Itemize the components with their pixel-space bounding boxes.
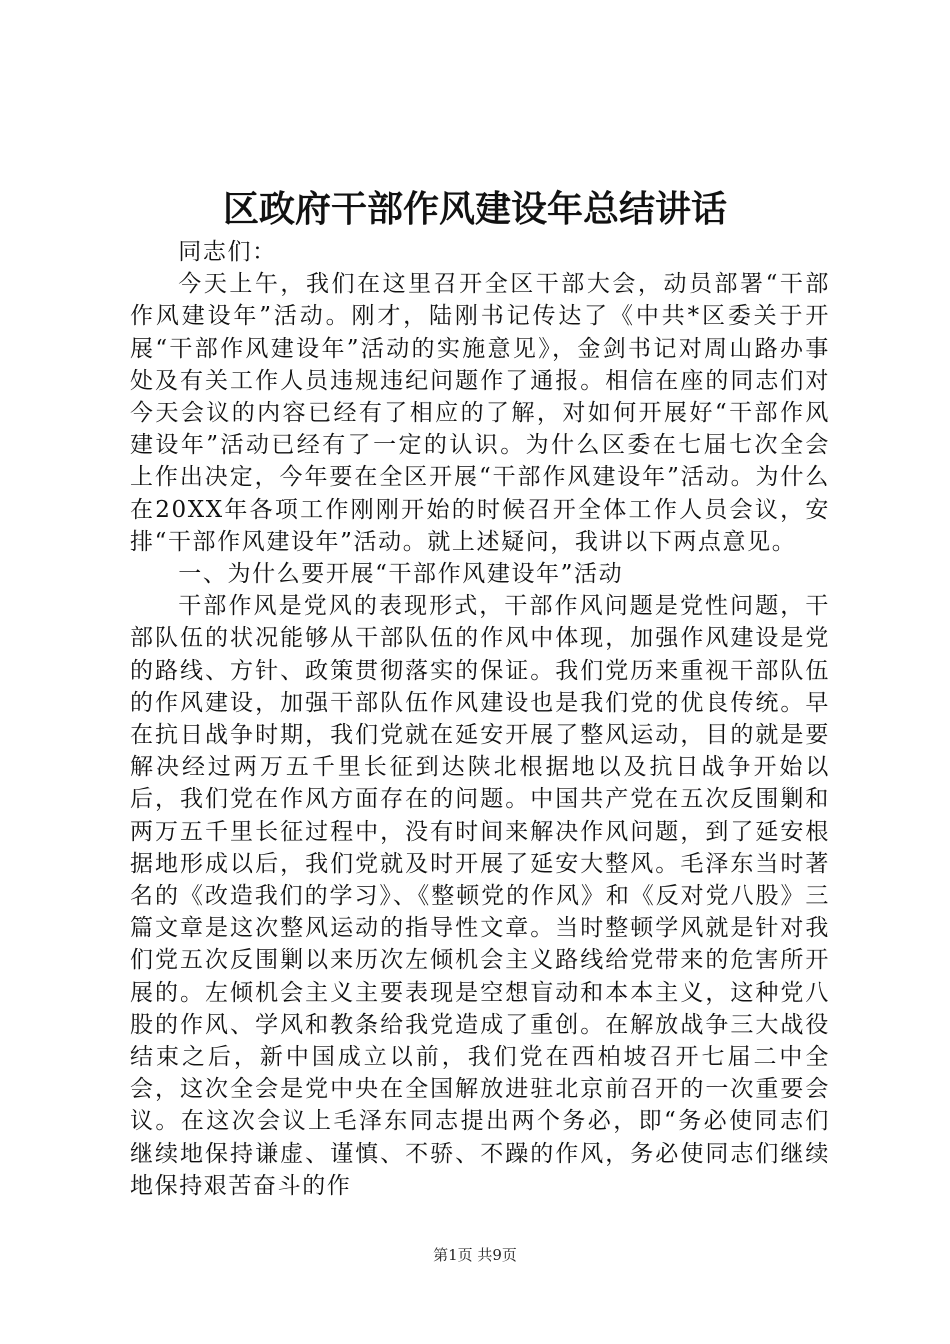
body-paragraph: 干部作风是党风的表现形式，干部作风问题是党性问题，干部队伍的状况能够从干部队伍的作风中体现，加强作风建设是党的路线、方针、政策贯彻落实的保证。我们党历来重视干部队伍的作风建设，加强干部队伍作风建设也是我们党的优良传统。早在抗日战争时期，我们党就在延安开展了整风运动，目的就是要解决经过两万五千里长征到达陕北根据地以及抗日战争开始以后，我们党在作风方面存在的问题。中国共产党在五次反围剿和两万五千里长征过程中，没有时间来解决作风问题，到了延安根据地形成以后，我们党就及时开展了延安大整风。毛泽东当时著名的《改造我们的学习》、《整顿党的作风》和《反对党八股》三篇文章是这次整风运动的指导性文章。当时整顿学风就是针对我们党五次反围剿以来历次左倾机会主义路线给党带来的危害所开展的。左倾机会主义主要表现是空想盲动和本本主义，这种党八股的作风、学风和教条给我党造成了重创。在解放战争三大战役结束之后，新中国成立以前，我们党在西柏坡召开七届二中全会，这次全会是党中央在全国解放进驻北京前召开的一次重要会议。在这次会议上毛泽东同志提出两个务必，即“务必使同志们继续地保持谦虚、谨慎、不骄、不躁的作风，务必使同志们继续地保持艰苦奋斗的作 xyxy=(130,593,830,1199)
page-footer: 第1页 共9页 xyxy=(433,1246,517,1264)
body-paragraph: 今天上午，我们在这里召开全区干部大会，动员部署“干部作风建设年”活动。刚才，陆刚书记传达了《中共*区委关于开展“干部作风建设年”活动的实施意见》，金剑书记对周山路办事处及有关工作人员违规违纪问题作了通报。相信在座的同志们对今天会议的内容已经有了相应的了解，对如何开展好“干部作风建设年”活动已经有了一定的认识。为什么区委在七届七次全会上作出决定，今年要在全区开展“干部作风建设年”活动。为什么在20XX年各项工作刚刚开始的时候召开全体工作人员会议，安排“干部作风建设年”活动。就上述疑问，我讲以下两点意见。 xyxy=(130,271,830,555)
salutation-paragraph: 同志们： xyxy=(178,239,277,265)
document-title: 区政府干部作风建设年总结讲话 xyxy=(222,188,727,230)
section-heading: 一、为什么要开展“干部作风建设年”活动 xyxy=(178,561,624,588)
document-body xyxy=(130,236,830,1202)
